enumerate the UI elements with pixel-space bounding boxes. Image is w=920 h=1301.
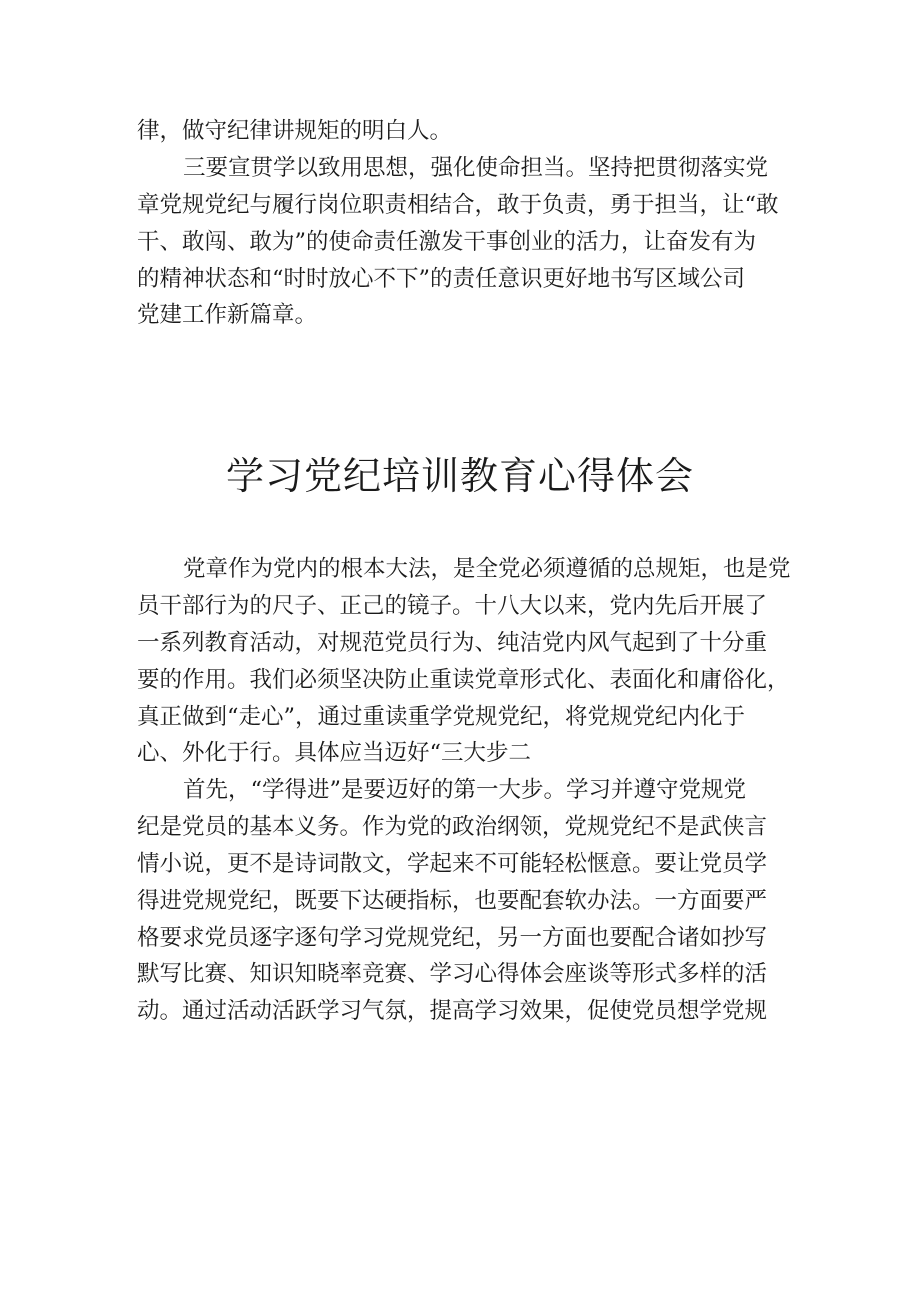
paragraph-1	[137, 551, 797, 772]
text-line: 一系列教育活动，对规范党员行为、纯洁党内风气起到了十分重	[137, 629, 768, 656]
text-line: 得进党规党纪，既要下达硬指标，也要配套软办法。一方面要严	[137, 887, 768, 914]
text-line: 心、外化于行。具体应当迈好“三大步二	[137, 740, 532, 767]
text-line: 干、敢闯、敢为”的使命责任激发干事创业的活力，让奋发有为	[137, 228, 757, 255]
text-line: 员干部行为的尺子、正己的镜子。十八大以来，党内先后开展了	[137, 592, 768, 619]
text-line: 动。通过活动活跃学习气氛，提高学习效果，促使党员想学党规	[137, 998, 768, 1025]
text-line: 纪是党员的基本义务。作为党的政治纲领，党规党纪不是武侠言	[137, 813, 768, 840]
document-title: 学习党纪培训教育心得体会	[225, 454, 694, 498]
text-line: 三要宣贯学以致用思想，强化使命担当。坚持把贯彻落实党	[183, 154, 769, 181]
text-line: 首先，“学得进”是要迈好的第一大步。学习并遵守党规党	[183, 777, 747, 803]
text-line: 要的作用。我们必须坚决防止重读党章形式化、表面化和庸俗化，	[137, 666, 790, 693]
text-line: 律，做守纪律讲规矩的明白人。	[137, 118, 453, 144]
text-line: 格要求党员逐字逐句学习党规党纪，另一方面也要配合诸如抄写	[137, 924, 768, 951]
text-line: 真正做到“走心”，通过重读重学党规党纪，将党规党纪内化于	[137, 703, 746, 730]
text-line: 章党规党纪与履行岗位职责相结合，敢于负责，勇于担当，让“敢	[137, 191, 779, 218]
text-line: 党建工作新篇章。	[137, 302, 318, 329]
text-line: 情小说，更不是诗词散文，学起来不可能轻松惬意。要让党员学	[137, 850, 768, 877]
text-line: 的精神状态和“时时放心不下”的责任意识更好地书写区域公司	[137, 265, 746, 292]
text-line: 党章作为党内的根本大法，是全党必须遵循的总规矩，也是党	[183, 556, 791, 582]
top-section	[137, 113, 797, 334]
text-line: 默写比赛、知识知晓率竞赛、学习心得体会座谈等形式多样的活	[137, 961, 768, 988]
paragraph-2	[137, 772, 797, 1030]
